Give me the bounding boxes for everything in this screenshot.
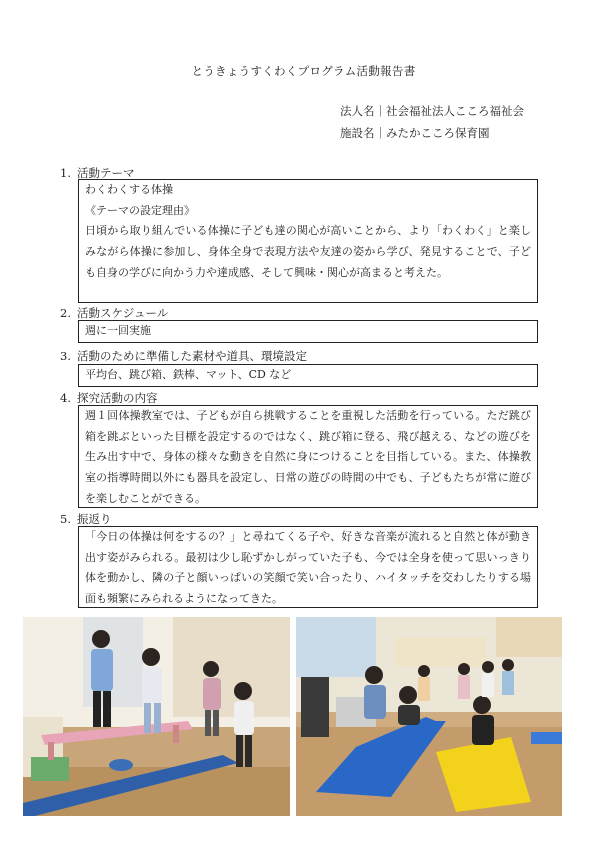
- section-2-heading: 2. 活動スケジュール: [60, 306, 169, 320]
- report-title: とうきょうすくわくプログラム活動報告書: [191, 64, 416, 78]
- reflection-text: 「今日の体操は何をするの？」と尋ねてくる子や、好きな音楽が流れると自然と体が動き出す姿がみられる。最初は少し恥ずかしがっていた子も、今では全身を使って思いっきり体を動かし、隣の子と顔いっぱいの笑顔で笑い合ったり、ハイタッチを交わしたりする場面も頻繁にみられるようになってきた。: [85, 530, 531, 606]
- section-4-box: [78, 405, 538, 508]
- section-1-heading: 1. 活動テーマ: [60, 166, 135, 180]
- balance-beam-photo: [23, 617, 290, 816]
- facility-name: 施設名｜みたかこころ保育園: [340, 126, 490, 140]
- theme-reason-label: 《テーマの設定理由》: [85, 203, 195, 217]
- section-3-heading: 3. 活動のために準備した素材や道具、環境設定: [60, 349, 307, 363]
- theme-reason-text: 日頃から取り組んでいる体操に子ども達の関心が高いことから、より「わくわく」と楽しみながら体操に参加し、身体全身で表現方法や友達の姿から学び、発見することで、子ども自身の学びに向かう力や達成感、そして興味・関心が高まると考えた。: [85, 224, 531, 279]
- section-1-box: [78, 179, 538, 303]
- mat-activity-photo: [296, 617, 562, 816]
- schedule-text: 週に一回実施: [85, 324, 151, 337]
- section-2-box: [78, 320, 538, 343]
- section-3-box: [78, 364, 538, 387]
- materials-text: 平均台、跳び箱、鉄棒、マット、CD など: [85, 368, 292, 381]
- section-5-heading: 5. 振返り: [60, 512, 112, 526]
- corporation-name: 法人名｜社会福祉法人こころ福祉会: [340, 104, 524, 118]
- theme-text: わくわくする体操: [85, 183, 173, 196]
- section-4-heading: 4. 探究活動の内容: [60, 391, 158, 405]
- section-5-box: [78, 526, 538, 608]
- activity-content-text: 週１回体操教室では、子どもが自ら挑戦することを重視した活動を行っている。ただ跳び箱を跳ぶといった目標を設定するのではなく、跳び箱に登る、飛び越える、などの遊びを生み出す中で、身体の様々な動きを自然に身につけることを目指している。また、体操教室の指導時間以外にも器具を設定し、日常の遊びの時間の中でも、子どもたちが常に遊びを楽しむことができる。: [85, 409, 531, 505]
